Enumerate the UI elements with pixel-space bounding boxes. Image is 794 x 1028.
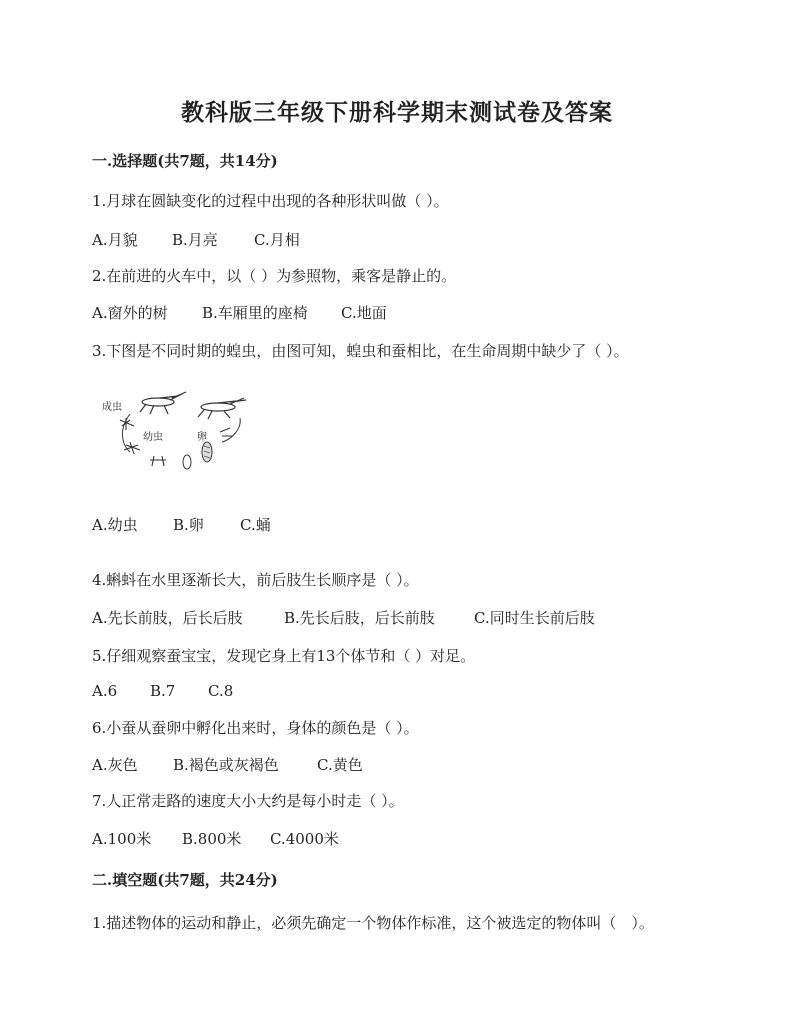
question-5-options (92, 682, 233, 700)
option-a: A.幼虫 (92, 516, 138, 534)
option-c: C.月相 (254, 231, 300, 249)
option-c: C.同时生长前后肢 (474, 609, 595, 627)
locust-lifecycle-figure (100, 390, 260, 475)
question-1: 1.月球在圆缺变化的过程中出现的各种形状叫做（ ）。 (92, 192, 449, 210)
option-b: B.7 (150, 682, 176, 700)
question-3: 3.下图是不同时期的蝗虫，由图可知，蝗虫和蚕相比，在生命周期中缺少了（ ）。 (92, 342, 629, 360)
option-a: A.窗外的树 (92, 304, 168, 322)
option-c: C.黄色 (317, 756, 363, 774)
question-7-options (92, 828, 339, 849)
question-6: 6.小蚕从蚕卵中孵化出来时，身体的颜色是（ ）。 (92, 719, 419, 737)
question-1-options (92, 229, 300, 250)
option-b: B.褐色或灰褐色 (173, 756, 279, 774)
option-c: C.地面 (341, 304, 387, 322)
option-a: A.6 (92, 682, 118, 700)
option-a: A.灰色 (92, 756, 138, 774)
option-a: A.100米 (92, 830, 152, 848)
question-2-options (92, 302, 387, 323)
question-4-options (92, 607, 595, 628)
egg-pod-icon (183, 455, 191, 469)
question-3-options (92, 514, 271, 535)
fill-question-1: 1.描述物体的运动和静止，必须先确定一个物体作标准，这个被选定的物体叫（ ）。 (92, 914, 654, 932)
adult-locust-icon (198, 398, 246, 419)
adult-locust-icon (140, 392, 186, 414)
question-2: 2.在前进的火车中，以（ ）为参照物，乘客是静止的。 (92, 267, 457, 285)
option-b: B.车厢里的座椅 (202, 304, 308, 322)
option-c: C.4000米 (270, 830, 339, 848)
option-b: B.先长后肢，后长前肢 (284, 609, 435, 627)
question-7: 7.人正常走路的速度大小大约是每小时走（ ）。 (92, 792, 404, 810)
question-6-options (92, 754, 363, 775)
label-adult: 成虫 (102, 402, 122, 413)
option-b: B.800米 (182, 830, 242, 848)
section-heading-choice: 一.选择题(共7题，共14分) (92, 152, 278, 170)
option-c: C.8 (208, 682, 234, 700)
option-a: A.先长前肢，后长后肢 (92, 609, 243, 627)
egg-laying-icon (220, 428, 232, 436)
page-title: 教科版三年级下册科学期末测试卷及答案 (181, 99, 613, 126)
label-larva: 幼虫 (143, 432, 163, 443)
option-b: B.卵 (173, 516, 204, 534)
question-4: 4.蝌蚪在水里逐渐长大，前后肢生长顺序是（ ）。 (92, 571, 419, 589)
option-b: B.月亮 (172, 231, 218, 249)
question-5: 5.仔细观察蚕宝宝，发现它身上有13个体节和（ ）对足。 (92, 647, 476, 665)
option-c: C.蛹 (240, 516, 271, 534)
section-heading-fill: 二.填空题(共7题，共24分) (92, 871, 278, 889)
label-egg: 卵 (197, 432, 207, 443)
option-a: A.月貌 (92, 231, 138, 249)
